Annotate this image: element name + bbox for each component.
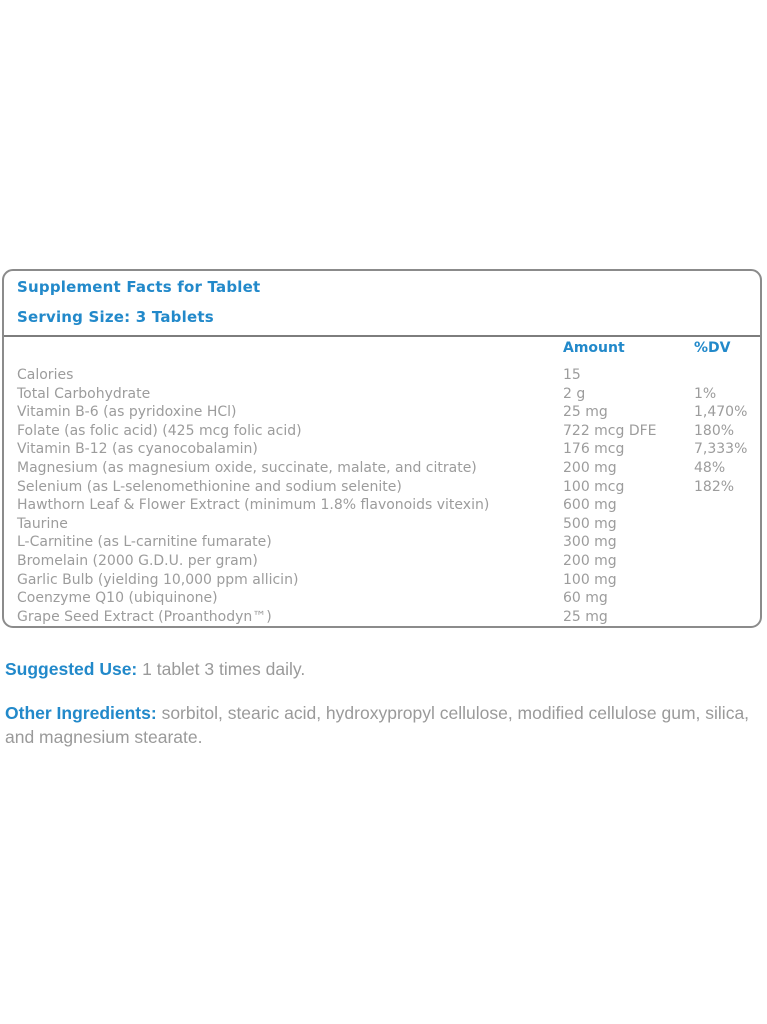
nutrient-amount: 722 mcg DFE bbox=[563, 422, 657, 439]
suggested-use-label: Suggested Use: bbox=[5, 659, 138, 679]
nutrient-dv: 7,333% bbox=[694, 441, 748, 458]
nutrient-amount: 200 mg bbox=[563, 459, 617, 476]
nutrient-dv: 182% bbox=[694, 478, 735, 495]
table-row bbox=[4, 496, 758, 515]
nutrient-name: Magnesium (as magnesium oxide, succinate, malate, and citrate) bbox=[17, 459, 477, 476]
nutrient-amount: 15 bbox=[563, 367, 581, 383]
panel-title: Supplement Facts for Tablet bbox=[17, 278, 261, 296]
other-ingredients-text: sorbitol, stearic acid, hydroxypropyl cellulose, modified cellulose gum, silica, and magnesium stearate. bbox=[5, 703, 750, 747]
nutrient-amount: 200 mg bbox=[563, 552, 617, 569]
nutrient-table-body bbox=[4, 366, 758, 626]
nutrient-name: Total Carbohydrate bbox=[17, 385, 151, 402]
nutrient-name: Coenzyme Q10 (ubiquinone) bbox=[17, 590, 218, 607]
table-row bbox=[4, 608, 758, 627]
nutrient-name: Vitamin B-6 (as pyridoxine HCl) bbox=[17, 404, 237, 421]
table-row bbox=[4, 589, 758, 608]
nutrient-amount: 176 mcg bbox=[563, 441, 625, 458]
column-header-dv: %DV bbox=[694, 340, 731, 356]
table-row bbox=[4, 385, 758, 404]
table-row bbox=[4, 533, 758, 552]
column-header-amount: Amount bbox=[563, 340, 625, 356]
table-row bbox=[4, 515, 758, 534]
nutrient-amount: 2 g bbox=[563, 385, 586, 402]
nutrient-amount: 25 mg bbox=[563, 404, 608, 421]
serving-size: Serving Size: 3 Tablets bbox=[17, 308, 214, 326]
nutrient-name: Taurine bbox=[17, 515, 68, 532]
other-ingredients-paragraph bbox=[5, 702, 765, 749]
header-divider bbox=[4, 335, 760, 337]
table-row bbox=[4, 440, 758, 459]
supplement-facts-panel bbox=[2, 269, 762, 628]
nutrient-name: L-Carnitine (as L-carnitine fumarate) bbox=[17, 534, 272, 551]
suggested-use-text: 1 tablet 3 times daily. bbox=[142, 659, 306, 679]
nutrient-name: Selenium (as L-selenomethionine and sodium selenite) bbox=[17, 478, 402, 495]
nutrient-name: Vitamin B-12 (as cyanocobalamin) bbox=[17, 441, 258, 458]
nutrient-name: Calories bbox=[17, 367, 74, 383]
nutrient-amount: 100 mcg bbox=[563, 478, 625, 495]
nutrient-amount: 60 mg bbox=[563, 590, 608, 607]
nutrient-name: Garlic Bulb (yielding 10,000 ppm allicin) bbox=[17, 571, 299, 588]
nutrient-amount: 600 mg bbox=[563, 497, 617, 514]
table-row bbox=[4, 571, 758, 590]
nutrient-amount: 300 mg bbox=[563, 534, 617, 551]
table-row bbox=[4, 422, 758, 441]
table-row bbox=[4, 478, 758, 497]
nutrient-dv: 1% bbox=[694, 385, 717, 402]
table-row bbox=[4, 552, 758, 571]
other-ingredients-label: Other Ingredients: bbox=[5, 703, 157, 723]
table-row bbox=[4, 366, 758, 385]
nutrient-dv: 1,470% bbox=[694, 404, 748, 421]
nutrient-name: Bromelain (2000 G.D.U. per gram) bbox=[17, 552, 258, 569]
nutrient-dv: 48% bbox=[694, 459, 726, 476]
nutrient-amount: 500 mg bbox=[563, 515, 617, 532]
nutrient-dv: 180% bbox=[694, 422, 735, 439]
nutrient-amount: 25 mg bbox=[563, 608, 608, 625]
nutrient-name: Folate (as folic acid) (425 mcg folic acid) bbox=[17, 422, 302, 439]
table-row bbox=[4, 403, 758, 422]
nutrient-name: Hawthorn Leaf & Flower Extract (minimum 1.8% flavonoids vitexin) bbox=[17, 497, 490, 514]
nutrient-amount: 100 mg bbox=[563, 571, 617, 588]
suggested-use-paragraph bbox=[5, 658, 305, 682]
nutrient-name: Grape Seed Extract (Proanthodyn™) bbox=[17, 608, 272, 625]
table-row bbox=[4, 459, 758, 478]
